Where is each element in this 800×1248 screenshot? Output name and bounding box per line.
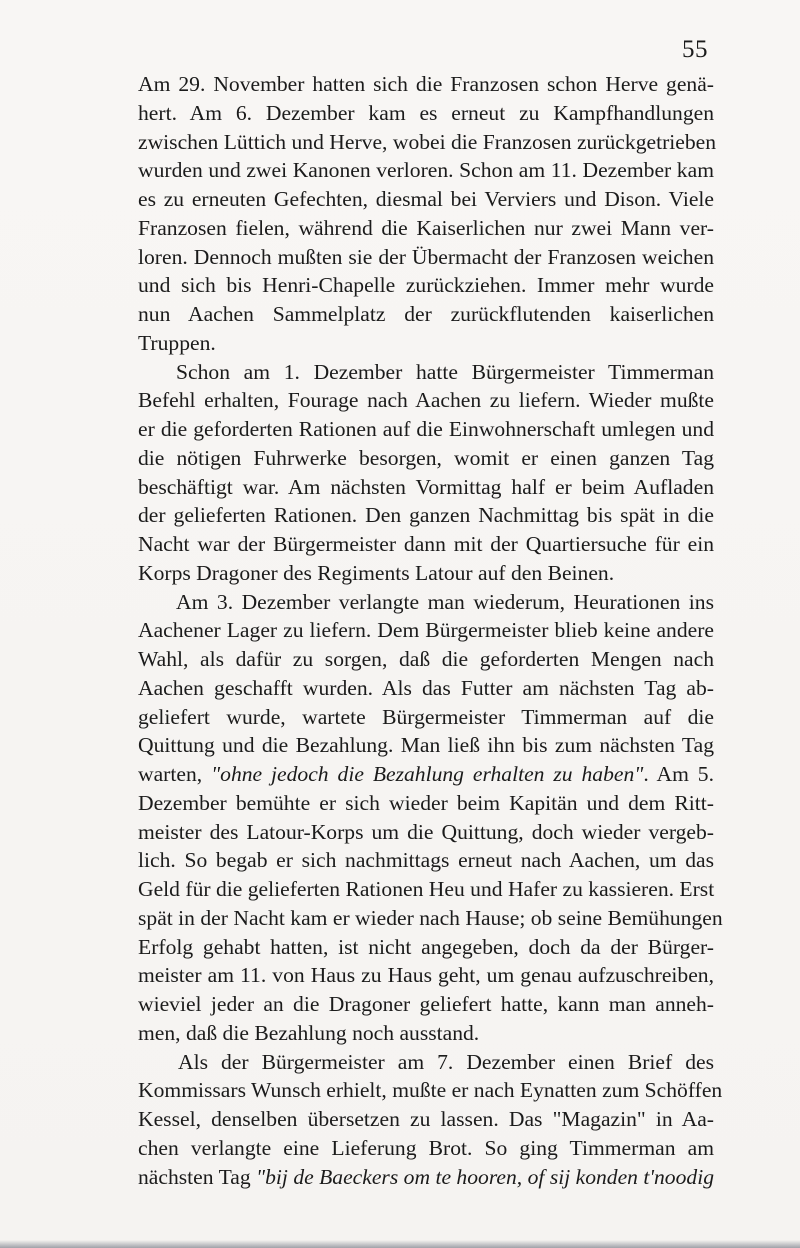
quoted-text-italic: "ohne jedoch die Bezahlung erhalten zu haben" — [211, 762, 644, 786]
text-line: Truppen. — [138, 330, 216, 355]
text-line: Erfolg gehabt hatten, ist nicht angegeben, doch da der Bürger- — [138, 934, 714, 959]
text-line — [138, 1163, 714, 1192]
text-line: chen verlangte eine Lieferung Brot. So ging Timmerman am — [138, 1135, 714, 1160]
text-line: er die geforderten Rationen auf die Einwohnerschaft umlegen und — [138, 417, 714, 441]
text-line: Geld für die gelieferten Rationen Heu und Hafer zu kassieren. Erst — [138, 877, 715, 901]
text-segment: warten, — [138, 762, 212, 786]
text-line: die nötigen Fuhrwerke besorgen, womit er einen ganzen Tag — [138, 445, 714, 470]
text-line: wieviel jeder an die Dragoner geliefert hatte, kann man anneh- — [138, 992, 714, 1016]
text-line: der gelieferten Rationen. Den ganzen Nachmittag bis spät in die — [138, 503, 714, 528]
text-line — [138, 760, 714, 789]
text-line: nun Aachen Sammelplatz der zurückflutenden kaiserlichen — [138, 302, 714, 326]
text-line: Wahl, als dafür zu sorgen, daß die geforderten Mengen nach — [138, 647, 714, 671]
text-line: es zu erneuten Gefechten, diesmal bei Verviers und Dison. Viele — [138, 187, 714, 211]
paragraph-1 — [138, 70, 717, 358]
page-bottom-edge — [0, 1240, 800, 1248]
text-line: Kommissars Wunsch erhielt, mußte er nach Eynatten zum Schöffen — [138, 1078, 723, 1103]
page-number: 55 — [682, 36, 708, 63]
text-line: Schon am 1. Dezember hatte Bürgermeister Timmerman — [176, 359, 714, 384]
text-line: meister am 11. von Haus zu Haus geht, um genau aufzuschreiben, — [138, 963, 714, 988]
text-line: Am 3. Dezember verlangte man wiederum, Heurationen ins — [176, 589, 714, 614]
quoted-text-italic: "bij de Baeckers om te hooren, of sij konden t'noodig — [256, 1164, 714, 1189]
text-line: zwischen Lüttich und Herve, wobei die Franzosen zurückgetrieben — [138, 129, 717, 154]
text-line: lich. So begab er sich nachmittags erneut nach Aachen, um das — [138, 848, 714, 873]
text-line: Franzosen fielen, während die Kaiserlichen nur zwei Mann ver- — [138, 215, 714, 240]
text-line: Befehl erhalten, Fourage nach Aachen zu liefern. Wieder mußte — [138, 388, 714, 413]
paragraph-2 — [138, 358, 714, 588]
text-line: hert. Am 6. Dezember kam es erneut zu Kampfhandlungen — [138, 100, 714, 125]
text-line: Nacht war der Bürgermeister dann mit der Quartiersuche für ein — [138, 532, 714, 556]
text-line: spät in der Nacht kam er wieder nach Hause; ob seine Bemühungen — [138, 905, 723, 930]
text-line: Korps Dragoner des Regiments Latour auf den Beinen. — [138, 560, 615, 585]
text-line: Dezember bemühte er sich wieder beim Kapitän und dem Ritt- — [138, 790, 714, 815]
text-line: und sich bis Henri-Chapelle zurückziehen. Immer mehr wurde — [138, 273, 714, 298]
body-text — [138, 70, 723, 1191]
text-segment: . Am 5. — [643, 762, 714, 786]
paragraph-3 — [138, 588, 723, 1048]
text-line: Kessel, denselben übersetzen zu lassen. Das "Magazin" in Aa- — [138, 1107, 714, 1131]
text-line: wurden und zwei Kanonen verloren. Schon am 11. Dezember kam — [138, 158, 714, 183]
text-line: Am 29. November hatten sich die Franzosen schon Herve genä- — [138, 72, 714, 96]
paragraph-4 — [138, 1048, 723, 1192]
text-line: men, daß die Bezahlung noch ausstand. — [138, 1020, 480, 1045]
text-line: loren. Dennoch mußten sie der Übermacht der Franzosen weichen — [138, 244, 714, 269]
text-line: beschäftigt war. Am nächsten Vormittag half er beim Aufladen — [138, 474, 714, 499]
text-line: meister des Latour-Korps um die Quittung, doch wieder vergeb- — [138, 819, 714, 844]
text-line: geliefert wurde, wartete Bürgermeister Timmerman auf die — [138, 704, 714, 729]
text-line: Als der Bürgermeister am 7. Dezember einen Brief des — [178, 1049, 714, 1074]
text-segment: nächsten Tag — [138, 1164, 257, 1189]
text-line: Quittung und die Bezahlung. Man ließ ihn bis zum nächsten Tag — [138, 733, 714, 758]
text-line: Aachen geschafft wurden. Als das Futter am nächsten Tag ab- — [138, 675, 714, 700]
text-line: Aachener Lager zu liefern. Dem Bürgermeister blieb keine andere — [138, 618, 714, 643]
